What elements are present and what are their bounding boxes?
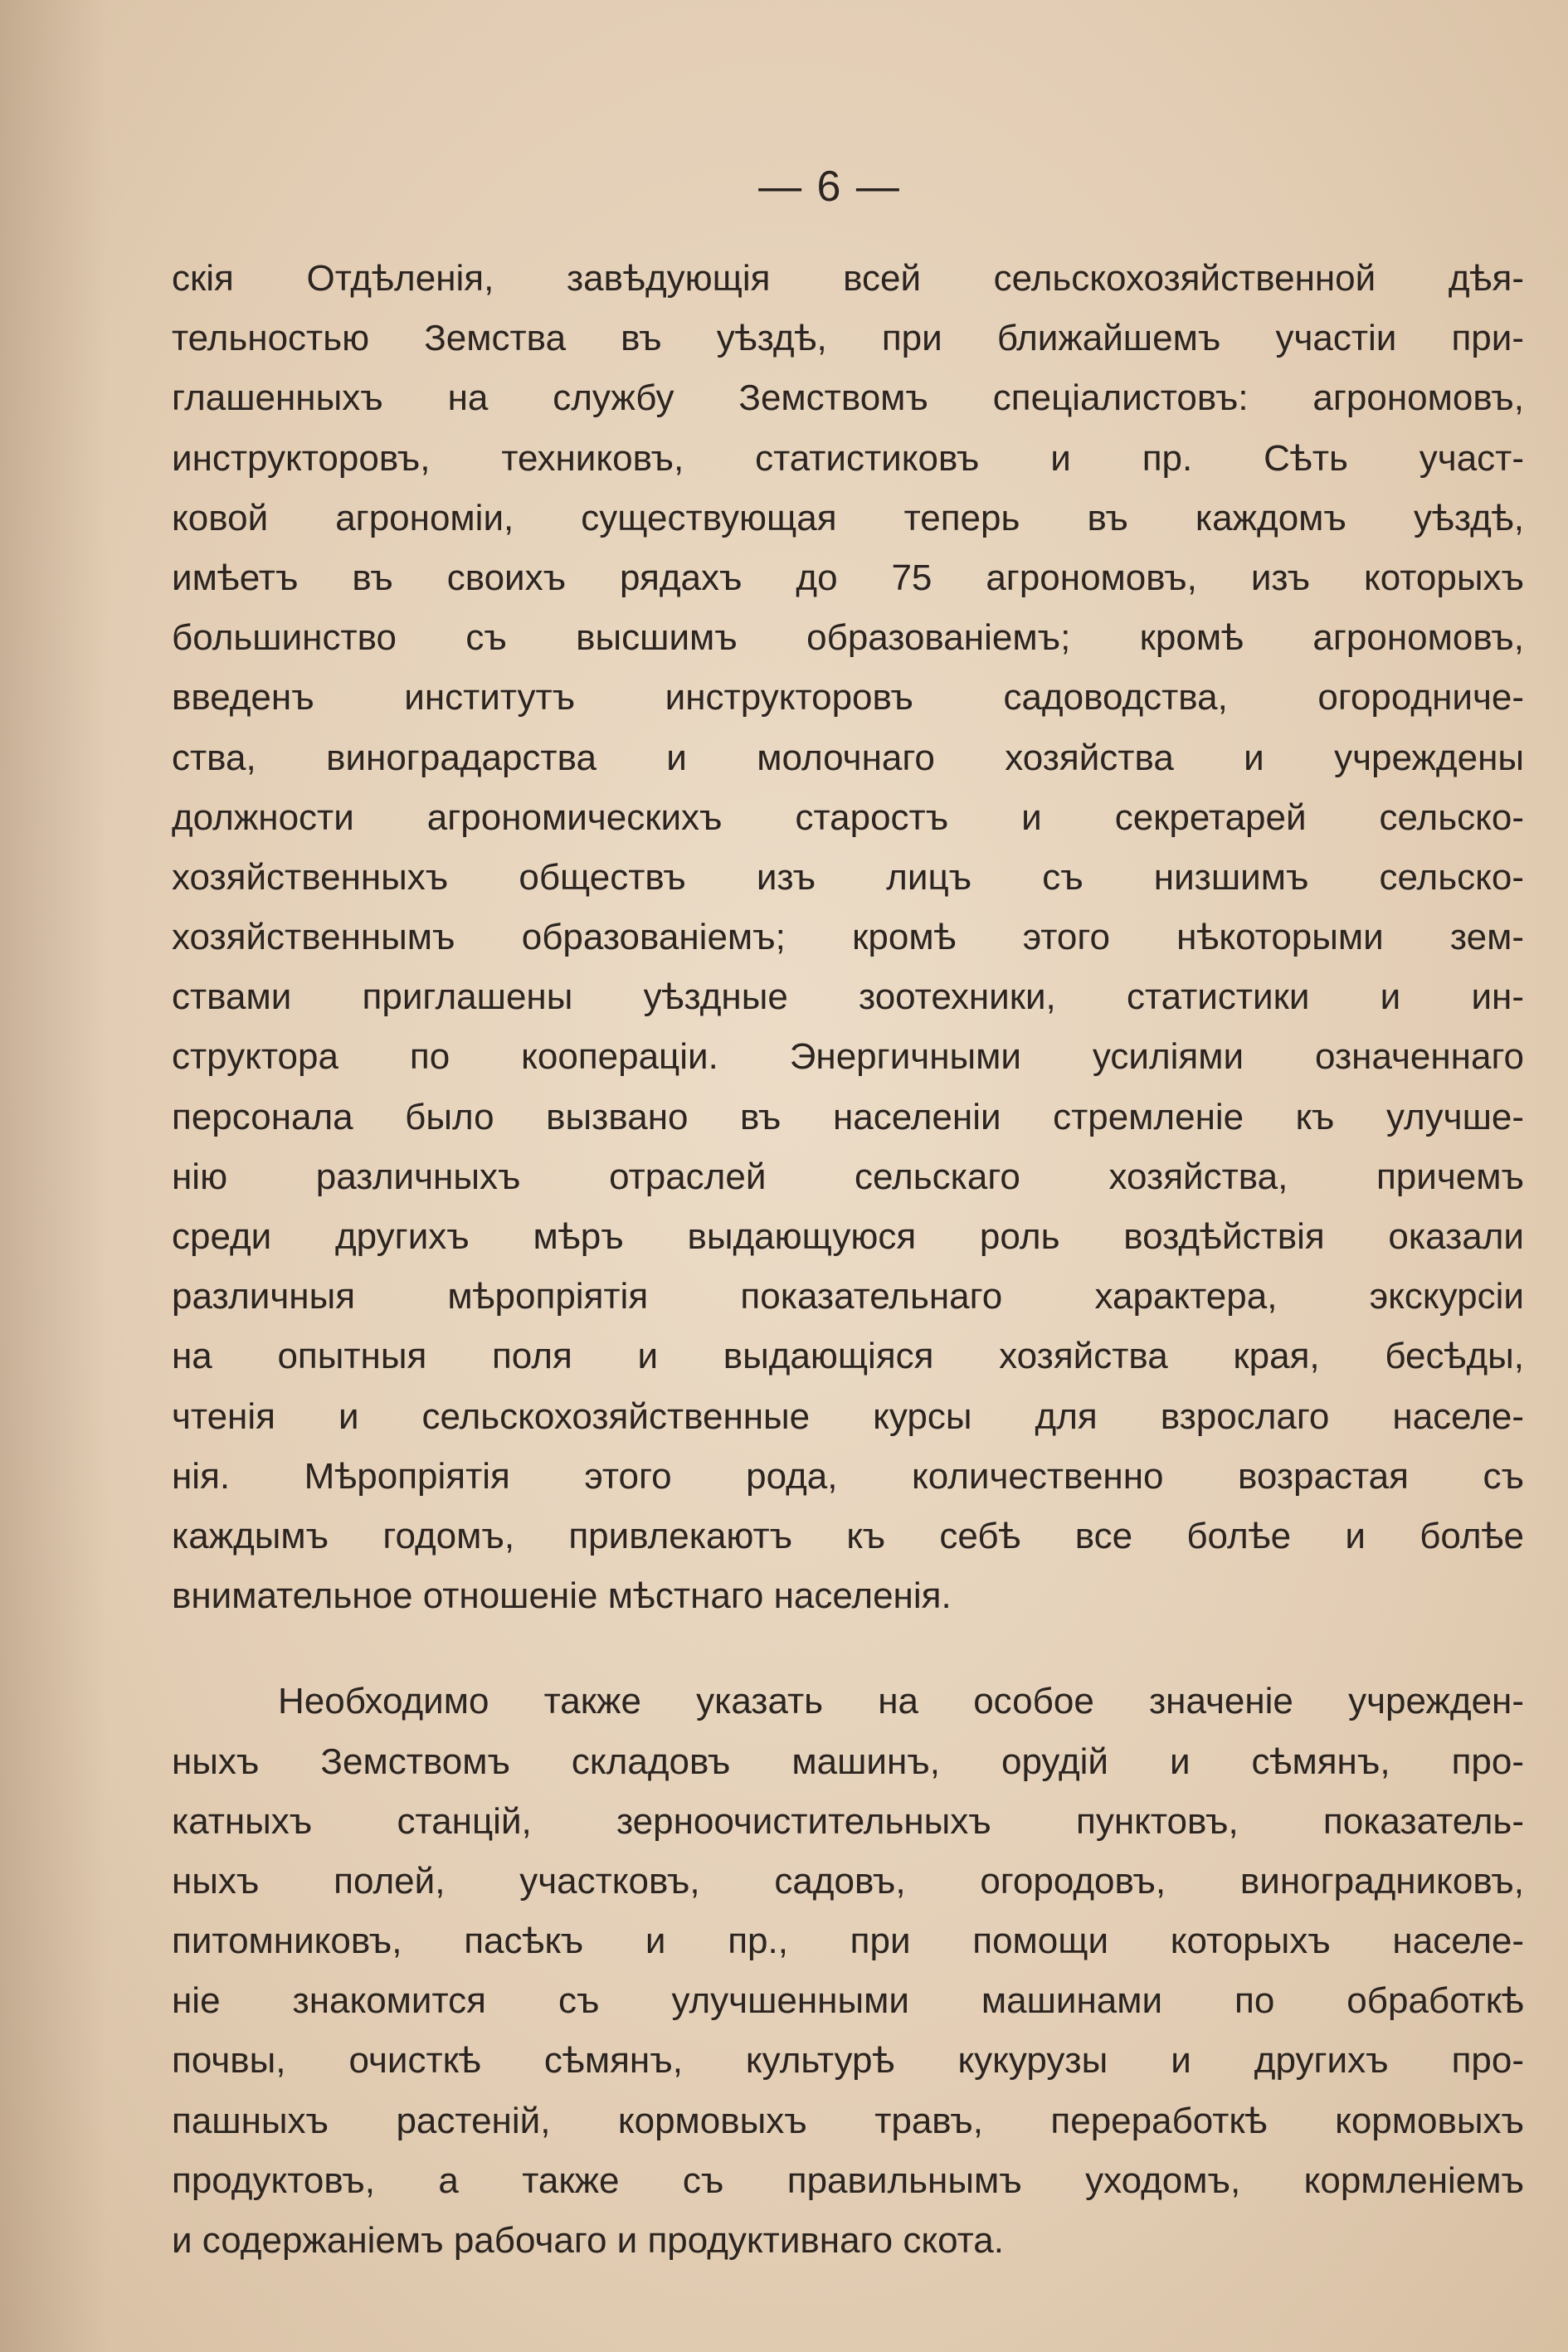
text-line: ства, виноградарства и молочнаго хозяйства и учреждены [172, 737, 1524, 778]
text-line: каждымъ годомъ, привлекаютъ къ себѣ все болѣе и болѣе [172, 1515, 1524, 1556]
text-line: почвы, очисткѣ сѣмянъ, культурѣ кукурузы и другихъ про- [172, 2040, 1524, 2082]
text-line: ковой агрономіи, существующая теперь въ каждомъ уѣздѣ, [172, 497, 1524, 538]
text-line: большинство съ высшимъ образованіемъ; кромѣ агрономовъ, [172, 617, 1524, 659]
text-line: ніе знакомится съ улучшенными машинами по обработкѣ [172, 1980, 1524, 2022]
text-line: питомниковъ, пасѣкъ и пр., при помощи которыхъ населе- [172, 1921, 1524, 1962]
text-line: ствами приглашены уѣздные зоотехники, статистики и ин- [172, 976, 1524, 1018]
page-edge-shadow [0, 0, 108, 2352]
text-line: должности агрономическихъ старостъ и секретарей сельско- [172, 796, 1524, 838]
text-line: структора по кооперацiи. Энергичными усиліями означеннаго [172, 1036, 1524, 1078]
text-line: различныя мѣропріятія показательнаго характера, экскурсіи [172, 1276, 1524, 1317]
text-line: и содержаніемъ рабочаго и продуктивнаго скота. [172, 2220, 1004, 2261]
text-line: катныхъ станцій, зерноочистительныхъ пунктовъ, показатель- [172, 1800, 1524, 1842]
text-line: ныхъ Земствомъ складовъ машинъ, орудій и сѣмянъ, про- [172, 1741, 1524, 1782]
text-line: продуктовъ, а также съ правильнымъ уходомъ, кормленіемъ [172, 2160, 1524, 2201]
page-number: — 6 — [758, 163, 901, 211]
text-line: ныхъ полей, участковъ, садовъ, огородовъ, виноградниковъ, [172, 1860, 1524, 1902]
paragraph-gap [172, 1626, 1524, 1672]
text-line: нію различныхъ отраслей сельскаго хозяйства, причемъ [172, 1156, 1524, 1197]
text-line: среди другихъ мѣръ выдающуюся роль воздѣйствія оказали [172, 1216, 1524, 1257]
text-line: скія Отдѣленія, завѣдующія всей сельскохозяйственной дѣя- [172, 258, 1524, 299]
paragraph-1 [172, 249, 1524, 1626]
paragraph-2 [172, 1672, 1524, 2271]
text-line: тельностью Земства въ уѣздѣ, при ближайшемъ участіи при- [172, 318, 1524, 359]
text-line: нія. Мѣропріятія этого рода, количественно возрастая съ [172, 1455, 1524, 1497]
text-line: введенъ институтъ инструкторовъ садоводства, огородниче- [172, 677, 1524, 718]
text-line: хозяйственнымъ образованіемъ; кромѣ этого нѣкоторыми зем- [172, 917, 1524, 958]
text-line: чтенія и сельскохозяйственные курсы для взрослаго населе- [172, 1395, 1524, 1437]
body-text [172, 249, 1524, 2271]
text-line: хозяйственныхъ обществъ изъ лицъ съ низшимъ сельско- [172, 856, 1524, 898]
text-line: инструкторовъ, техниковъ, статистиковъ и пр. Сѣть участ- [172, 437, 1524, 479]
text-line: глашенныхъ на службу Земствомъ спеціалистовъ: агрономовъ, [172, 377, 1524, 419]
text-line: имѣетъ въ своихъ рядахъ до 75 агрономовъ, изъ которыхъ [172, 557, 1524, 598]
text-line: персонала было вызвано въ населеніи стремленіе къ улучше- [172, 1096, 1524, 1137]
text-line: Необходимо также указать на особое значеніе учрежден- [278, 1681, 1524, 1722]
text-line: пашныхъ растеній, кормовыхъ травъ, переработкѣ кормовыхъ [172, 2100, 1524, 2141]
text-line: внимательное отношеніе мѣстнаго населенія. [172, 1575, 952, 1617]
text-line: на опытныя поля и выдающіяся хозяйства края, бесѣды, [172, 1336, 1524, 1377]
